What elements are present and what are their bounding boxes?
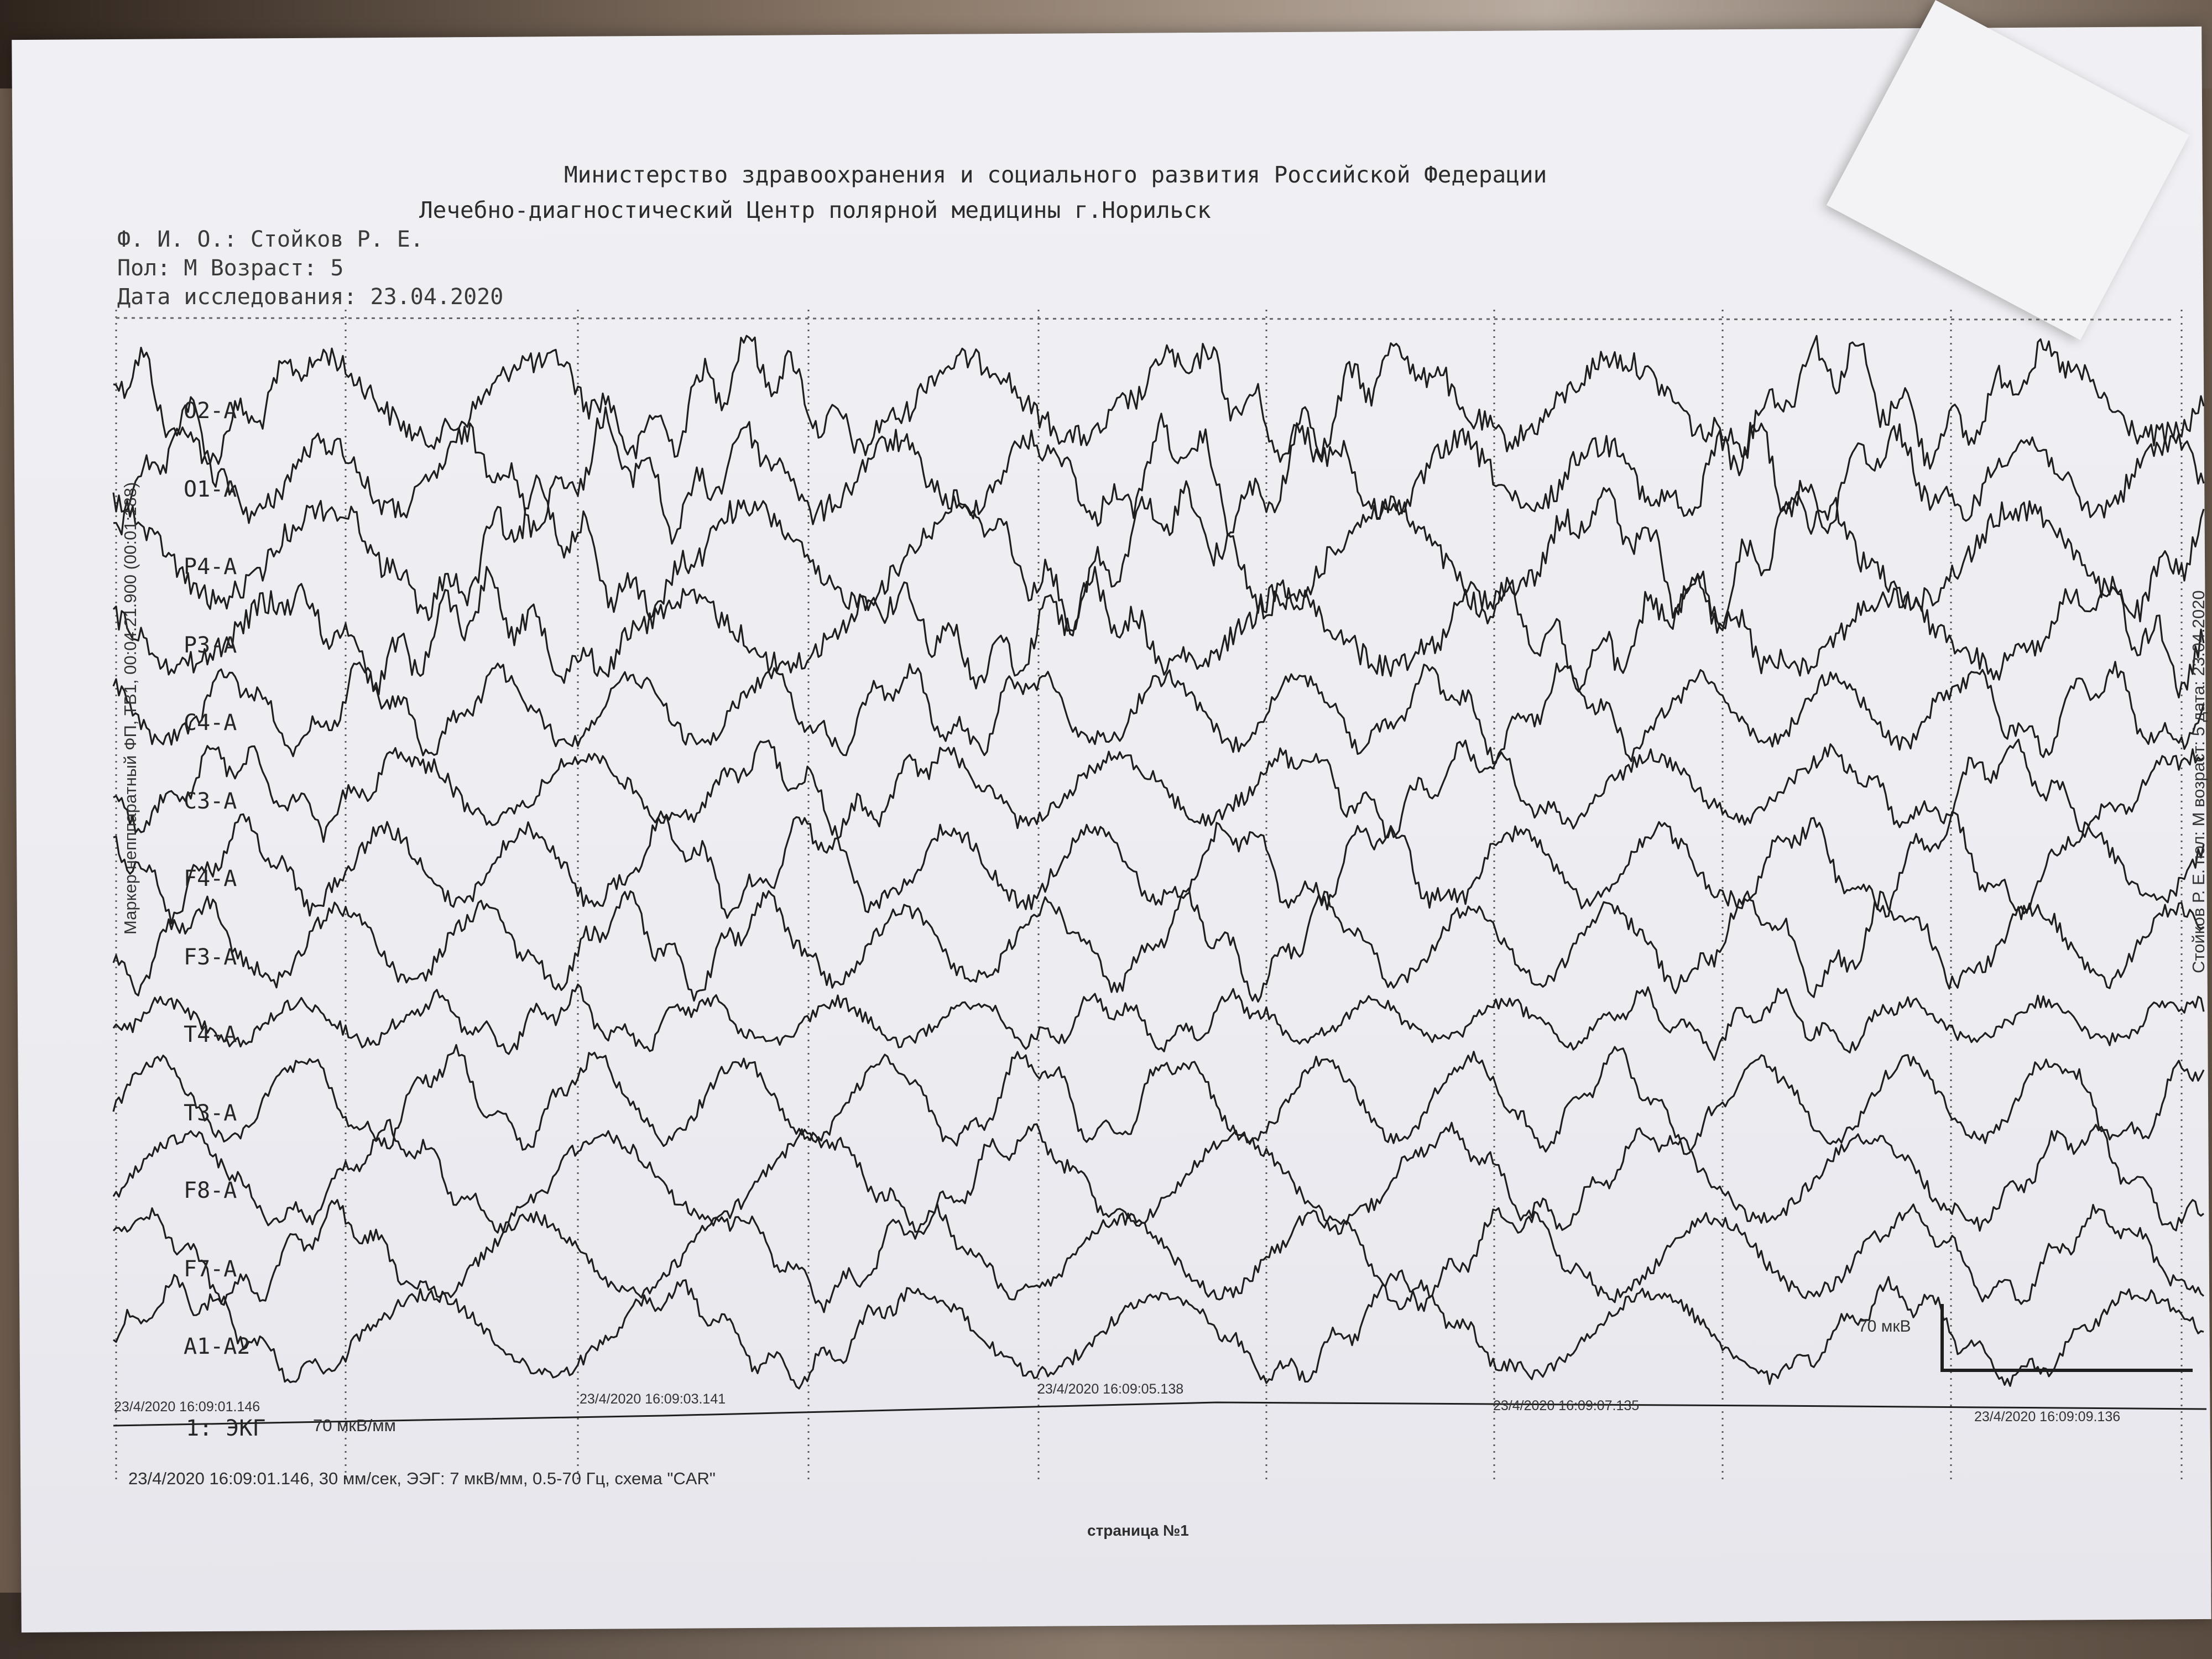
ecg-channel-label: 1: ЭКГ (186, 1416, 266, 1441)
top-rule (116, 318, 2173, 320)
timestamp-mark: 23/4/2020 16:09:01.146 (114, 1399, 260, 1415)
channel-label: O2-A (184, 398, 237, 424)
eeg-trace-f8-a (113, 1120, 2204, 1234)
right-vertical-patient-info: Стойков Р. Е. пол: М возраст: 5 дата: 23.04.2020 (2189, 590, 2208, 973)
timestamp-mark: 23/4/2020 16:09:03.141 (580, 1391, 726, 1407)
channel-label: C3-A (184, 789, 237, 814)
channel-label: F8-A (184, 1178, 237, 1203)
ecg-trace (113, 1402, 2206, 1426)
eeg-trace-c4-a (113, 662, 2204, 764)
patient-name: Ф. И. О.: Стойков Р. Е. (117, 227, 424, 252)
eeg-trace-p4-a (113, 476, 2204, 631)
left-vertical-marker: Маркер непппаратный ФП, ТВ1, 00:04:21.900 (00:01:188) (121, 482, 140, 935)
channel-label: F7-A (184, 1256, 237, 1282)
timestamp-mark: 23/4/2020 16:09:07.135 (1493, 1398, 1640, 1413)
channel-label: T3-A (184, 1100, 237, 1126)
eeg-trace-f7-a (113, 1200, 2204, 1312)
timestamp-mark: 23/4/2020 16:09:05.138 (1037, 1381, 1184, 1397)
page-number: страница №1 (1087, 1522, 1189, 1539)
eeg-trace-t4-a (113, 984, 2204, 1060)
timestamp-mark: 23/4/2020 16:09:09.136 (1974, 1409, 2121, 1425)
center-header: Лечебно-диагностический Центр полярной медицины г.Норильск (419, 197, 1211, 223)
eeg-trace-o2-a (113, 336, 2204, 468)
patient-sex-age: Пол: М Возраст: 5 (117, 255, 344, 281)
channel-label: P3-A (184, 633, 237, 658)
channel-label: F4-A (184, 866, 237, 891)
ecg-scale: 70 мкВ/мм (313, 1416, 396, 1435)
recording-settings: 23/4/2020 16:09:01.146, 30 мм/сек, ЭЭГ: 7 мкВ/мм, 0.5-70 Гц, схема "CAR" (128, 1469, 716, 1488)
channel-label: P4-A (184, 554, 237, 580)
study-date: Дата исследования: 23.04.2020 (117, 284, 504, 310)
channel-label: T4-A (184, 1022, 237, 1047)
ministry-header: Министерство здравоохранения и социального развития Российской Федерации (564, 161, 1547, 188)
eeg-trace-c3-a (113, 739, 2204, 842)
eeg-trace-f4-a (113, 811, 2204, 924)
channel-label: O1-A (184, 477, 237, 502)
channel-label: F3-A (184, 945, 237, 970)
eeg-trace-t3-a (113, 1045, 2204, 1155)
channel-label: A1-A2 (184, 1334, 251, 1359)
calibration-bar (1942, 1304, 2193, 1370)
channel-label: C4-A (184, 710, 237, 735)
calibration-label: 70 мкВ (1858, 1317, 1911, 1335)
